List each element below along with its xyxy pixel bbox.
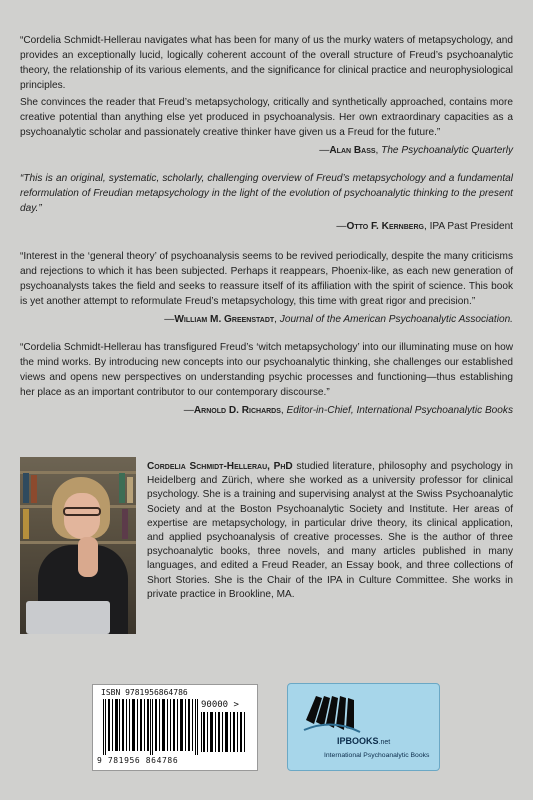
endorsement-paragraph: “Cordelia Schmidt-Hellerau has transfigured Freud’s ‘witch metapsychology’ into our illuminating muse on how the mind works. By introducing new concepts into our psychoanalytic thinking, she challenges our established views and opens new perspectives on understanding psychic processes and functioning—thus establishing her place as an important contributor to our contemporary discourse.”	[20, 342, 513, 398]
endorsement-paragraph: “Cordelia Schmidt-Hellerau navigates what has been for many of us the murky waters of metapsychology, and provides an exceptionally lucid, logically coherent account of the overall structure of Freud’s psychoanalytic theory, the relationship of its various elements, and the significance for clinical practice and neurophysiological principles.	[20, 35, 513, 91]
endorsement-attribution: —Arnold D. Richards, Editor-in-Chief, International Psychoanalytic Books	[183, 405, 513, 416]
publisher-full-name: International Psychoanalytic Books	[324, 752, 430, 759]
book-spine	[23, 473, 29, 503]
endorsement-paragraph: She convinces the reader that Freud’s metapsychology, critically and synthetically approached, contains more creative potential than anything else yet produced in psychoanalysis. Her own extraordinary capacities as a psychoanalytic scholar and passionately creative thinker have given us a Freud for the future.”	[20, 97, 513, 138]
author-face	[64, 493, 100, 539]
barcode	[92, 684, 258, 771]
endorsement-kernberg	[20, 171, 513, 234]
publisher-name	[337, 736, 390, 746]
endorsement-richards	[20, 340, 513, 418]
endorser-name: Arnold D. Richards	[193, 405, 281, 416]
laptop	[26, 601, 110, 634]
book-spine	[31, 475, 37, 503]
endorser-affiliation: IPA Past President	[429, 221, 513, 232]
author-name: Cordelia Schmidt-Hellerau, PhD	[147, 461, 293, 472]
author-bio-text: studied literature, philosophy and psychology in Heidelberg and Zürich, where she worked as a university professor for clinical psychology. She is a training and supervising analyst at the Swiss Psychoanalytic Society and at the Boston Psychoanalytic Society and Institute. Her areas of expertise are metapsychology, in particular drive theory, its clinical application, and applied psychoanalysis of creative processes. She is the author of three psychoanalytic books, three novels, and many articles published in many languages, and edited a Freud Reader, an Essay book, and three collections of Short Stories. She is the Chair of the IPA in Culture Committee. She works in private practice in Brookline, MA.	[147, 461, 514, 600]
endorsement-paragraph: “Interest in the ‘general theory’ of psychoanalysis seems to be revived periodically, despite the many criticisms and rejections to which it has been subjected. Perhaps it reappears, Phoenix-like, as each new generation of psychoanalysts takes the field and seeks to reassure itself of its affiliation with the spirit of science. This book is yet another attempt to reformulate Freud’s metapsychology, this time with great rigor and precision.”	[20, 251, 513, 307]
endorser-name: William M. Greenstadt	[174, 314, 275, 325]
endorsement-greenstadt	[20, 249, 513, 327]
endorsement-attribution: —William M. Greenstadt, Journal of the American Psychoanalytic Association.	[164, 314, 513, 325]
publisher-logo-box	[287, 683, 440, 771]
endorsement-attribution: —Otto F. Kernberg, IPA Past President	[336, 221, 513, 232]
author-hand	[78, 537, 98, 577]
endorsement-bass	[20, 33, 513, 158]
publisher-logo-suffix: .net	[378, 739, 391, 746]
endorser-name: Otto F. Kernberg	[346, 221, 424, 232]
endorsement-paragraph: “This is an original, systematic, scholarly, challenging overview of Freud’s metapsychology and a fundamental reformulation of Freudian metapsychology in the light of the evolution of psychoanalytic thinking to the present day.”	[20, 173, 513, 214]
endorser-affiliation: Journal of the American Psychoanalytic Association.	[279, 314, 513, 325]
book-spine	[23, 509, 29, 539]
barcode-bars	[103, 699, 199, 755]
endorsement-attribution: —Alan Bass, The Psychoanalytic Quarterly	[319, 145, 513, 156]
author-bio	[147, 460, 513, 602]
endorser-affiliation: The Psychoanalytic Quarterly	[381, 145, 513, 156]
endorser-name: Alan Bass	[329, 145, 376, 156]
book-spine	[122, 509, 128, 539]
author-photo	[20, 457, 136, 634]
publisher-logo-text: IPBOOKS	[337, 736, 379, 746]
endorsements	[20, 33, 513, 418]
barcode-digits: 9 781956 864786	[97, 756, 179, 765]
isbn-label: ISBN 9781956864786	[101, 688, 188, 697]
endorser-affiliation: Editor-in-Chief, International Psychoanalytic Books	[286, 405, 513, 416]
book-spine	[127, 477, 133, 503]
open-book-logo-icon	[302, 690, 364, 734]
book-spine	[119, 473, 125, 503]
glasses	[63, 507, 101, 516]
price-barcode-bars	[201, 712, 247, 752]
price-code: 90000 >	[201, 700, 239, 710]
